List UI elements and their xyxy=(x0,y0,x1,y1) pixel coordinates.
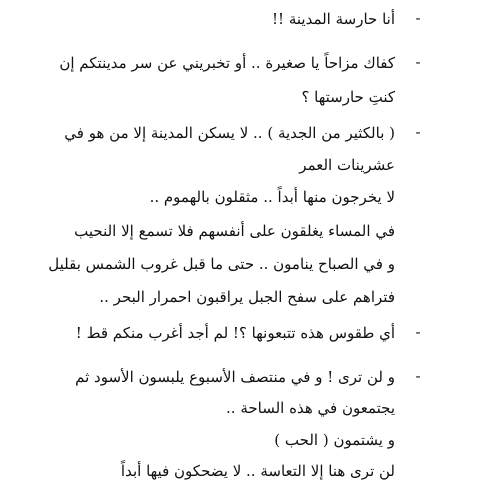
text-line: ( بالكثير من الجدية ) .. لا يسكن المدينة إلا من هو في xyxy=(64,124,395,142)
list-dash: - xyxy=(415,323,421,341)
text-line: كفاك مزاحاً يا صغيرة .. أو تخبريني عن سر مدينتكم إن xyxy=(59,54,395,72)
text-line: أي طقوس هذه تتبعونها ؟! لم أجد أغرب منكم قط ! xyxy=(75,324,395,342)
text-line: لن ترى هنا إلا التعاسة .. لا يضحكون فيها أبداً xyxy=(120,462,395,480)
text-line: في المساء يغلقون على أنفسهم فلا تسمع إلا النحيب xyxy=(74,222,395,240)
list-dash: - xyxy=(415,367,421,385)
text-line: عشرينات العمر xyxy=(299,156,395,174)
list-dash: - xyxy=(415,53,421,71)
list-dash: - xyxy=(415,9,421,27)
text-line: لا يخرجون منها أبداً .. مثقلون بالهموم .. xyxy=(149,188,395,206)
text-line: و لن ترى ! و في منتصف الأسبوع يلبسون الأسود ثم xyxy=(75,368,395,386)
list-dash: - xyxy=(415,123,421,141)
text-line: فتراهم على سفح الجبل يراقبون احمرار البحر .. xyxy=(99,288,395,306)
text-line: يجتمعون في هذه الساحة .. xyxy=(226,399,395,417)
text-line: أنا حارسة المدينة !! xyxy=(272,10,395,28)
text-line: كنتِ حارستها ؟ xyxy=(301,88,395,106)
text-line: و يشتمون ( الحب ) xyxy=(274,431,395,449)
text-line: و في الصباح ينامون .. حتى ما قبل غروب الشمس بقليل xyxy=(48,255,395,273)
